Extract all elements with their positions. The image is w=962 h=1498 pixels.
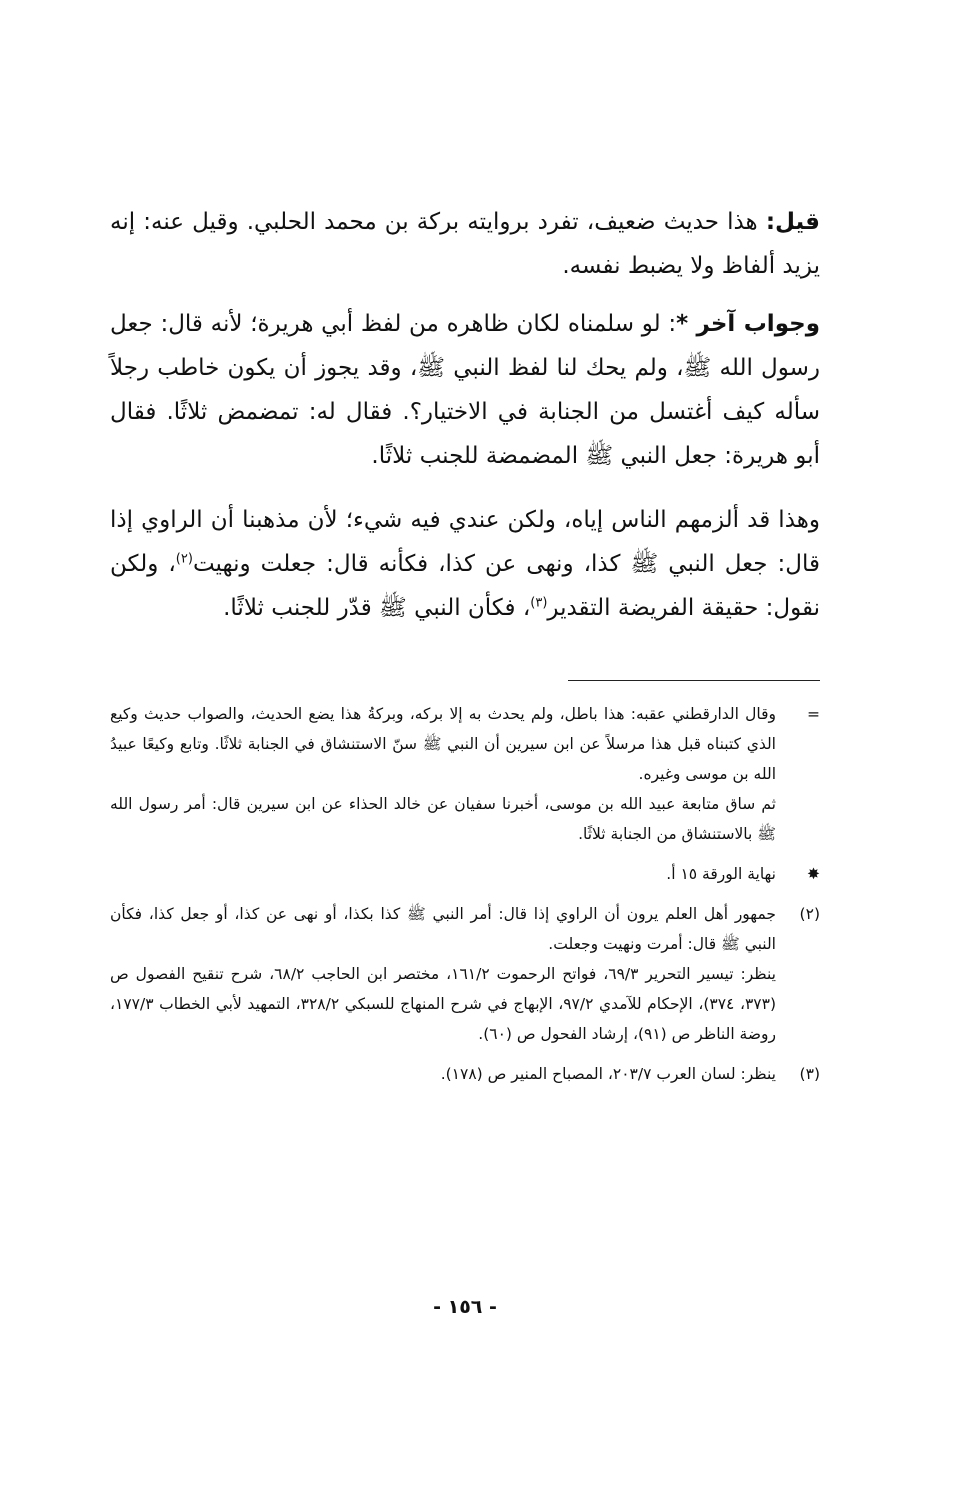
footnote-line: ينظر: لسان العرب ٢٠٣/٧، المصباح المنير ص (١٧٨). — [440, 1065, 776, 1083]
paragraph-3-text-a: وهذا قد ألزمهم الناس إياه، ولكن عندي فيه شيء؛ لأن مذهبنا أن الراوي إذا قال: جعل النبي ﷺ كذا، ونهى عن كذا، فكأنه قال: جعلت ونهيت — [110, 507, 820, 577]
star-icon: ✸ — [807, 865, 820, 883]
paragraph-1-text: هذا حديث ضعيف، تفرد بروايته بركة بن محمد الحلبي. وقيل عنه: إنه يزيد ألفاظ ولا يضبط نفسه. — [110, 209, 820, 279]
footnote-marker: = — [807, 705, 820, 723]
footnote-marker: (٣) — [799, 1065, 820, 1083]
paragraph-3 — [110, 498, 820, 630]
footnote-continuation — [110, 699, 820, 849]
paragraph-1 — [110, 200, 820, 288]
footnote-divider — [568, 680, 820, 681]
paragraph-3-text-b: ، ولكن نقول: حقيقة الفريضة التقدير — [110, 551, 820, 621]
paragraph-2-lead: وجواب آخر * — [676, 311, 820, 337]
footnote-2 — [110, 899, 820, 1049]
footnote-line: جمهور أهل العلم يرون أن الراوي إذا قال: أمر النبي ﷺ كذا بكذا، أو نهى عن كذا، أو جعل كذا، فكأن النبي ﷺ قال: أمرت ونهيت وجعلت. — [110, 905, 776, 953]
footnote-line: ثم ساق متابعة عبيد الله بن موسى، أخبرنا سفيان عن خالد الحذاء عن ابن سيرين قال: أمر رسول الله ﷺ بالاستنشاق من الجنابة ثلاثًا. — [110, 795, 776, 843]
page-number: - ١٥٦ - — [433, 1296, 497, 1318]
page-body — [110, 200, 820, 1099]
footnote-ref-2[interactable]: (٢) — [175, 551, 193, 567]
footnote-3 — [110, 1059, 820, 1089]
footnote-star — [110, 859, 820, 889]
footnote-marker: (٢) — [799, 905, 820, 923]
paragraph-2-text: : لو سلمناه لكان ظاهره من لفظ أبي هريرة؛ لأنه قال: جعل رسول الله ﷺ، ولم يحك لنا لفظ النبي ﷺ، وقد يجوز أن يكون خاطب رجلاً سأله كيف أغتسل من الجنابة في الاختيار؟. فقال له: تمضمض ثلاثًا. فقال أبو هريرة: جعل النبي ﷺ المضمضة للجنب ثلاثًا. — [110, 311, 820, 469]
paragraph-2 — [110, 302, 820, 478]
paragraph-3-text-c: ، فكأن النبي ﷺ قدّر للجنب ثلاثًا. — [223, 595, 531, 621]
footnote-line: نهاية الورقة ١٥ أ. — [666, 865, 776, 883]
footnotes — [110, 699, 820, 1089]
footnote-ref-3[interactable]: (٣) — [530, 595, 548, 611]
paragraph-1-lead: قيل: — [765, 209, 820, 235]
footnote-line: وقال الدارقطني عقبه: هذا باطل، ولم يحدث به إلا بركه، وبركةُ هذا يضع الحديث، والصواب حديث وكيع الذي كتبناه قبل هذا مرسلاً عن ابن سيرين أن النبي ﷺ سنّ الاستنشاق في الجنابة ثلاثًا. وتابع وكيعًا عبيدُ الله بن موسى وغيره. — [110, 705, 776, 783]
footnote-line: ينظر: تيسير التحرير ٦٩/٣، فواتح الرحموت ١٦١/٢، مختصر ابن الحاجب ٦٨/٢، شرح تنقيح الفصول ص (٣٧٣، ٣٧٤)، الإحكام للآمدي ٩٧/٢، الإبهاج في شرح المنهاج للسبكي ٣٢٨/٢، التمهيد لأبي الخطاب ١٧٧/٣، روضة الناظر ص (٩١)، إرشاد الفحول ص (٦٠). — [110, 965, 776, 1043]
